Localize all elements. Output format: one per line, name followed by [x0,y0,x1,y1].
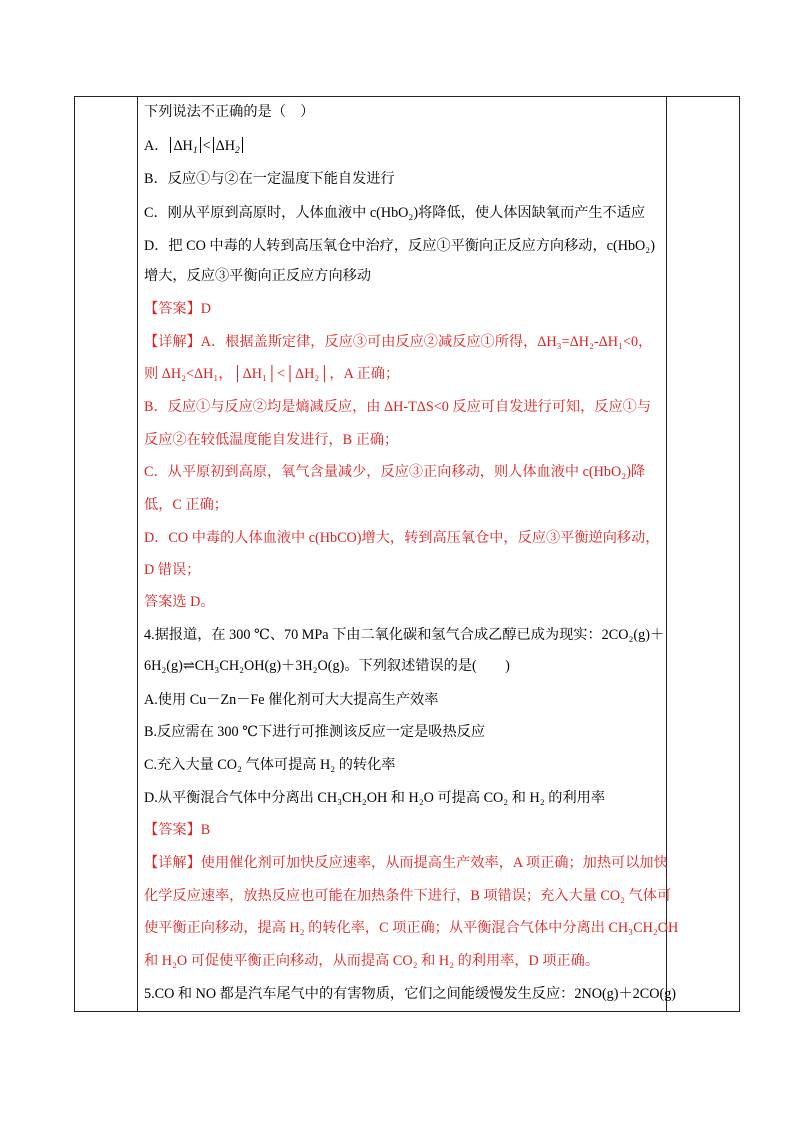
q3-detail-line1: 【详解】A．根据盖斯定律，反应③可由反应②减反应①所得，ΔH₃=ΔH₂-ΔH₁<0， [144,334,653,350]
q3-option-b: B．反应①与②在一定温度下能自发进行 [144,171,395,187]
abs-bar [170,137,171,153]
q4-option-b: B.反应需在 300 ℃下进行可推测该反应一定是吸热反应 [144,724,486,740]
q4-stem-line2: 6H₂(g)⇌CH₃CH₂OH(g)＋3H₂O(g)。下列叙述错误的是( ) [144,658,510,674]
q3-option-d-line1: D．把 CO 中毒的人转到高压氧仓中治疗，反应①平衡向正反应方向移动，c(HbO₂) [144,238,655,254]
q3-detail-line2: 则 ΔH₂<ΔH₁，│ΔH₁│<│ΔH₂│，A 正确； [144,366,400,382]
q4-option-a: A.使用 Cu－Zn－Fe 催化剂可大大提高生产效率 [144,692,439,708]
q3-detail-line5: C．从平原初到高原，氧气含量减少，反应③正向移动，则人体血液中 c(HbO₂)降 [144,464,646,480]
q4-answer: 【答案】B [144,822,211,838]
q4-detail-line1: 【详解】使用催化剂可加快反应速率，从而提高生产效率，A 项正确；加热可以加快 [144,855,668,871]
q3-detail-line6: 低，C 正确； [144,497,228,513]
q3-option-a: A． $\Delta H_1 < \Delta H_2$ [144,136,245,156]
q4-option-c: C.充入大量 CO₂ 气体可提高 H₂ 的转化率 [144,757,396,773]
q4-detail-line2: 化学反应速率，放热反应也可能在加热条件下进行，B 项错误；充入大量 CO₂ 气体可 [144,888,672,904]
q4-stem-line1: 4.据报道，在 300 ℃、70 MPa 下由二氧化碳和氢气合成乙醇已成为现实：2CO₂(g)＋ [144,627,665,643]
abs-bar [200,137,201,153]
q3-detail-line3: B．反应①与反应②均是熵减反应，由 ΔH-TΔS<0 反应可自发进行可知，反应①与 [144,399,652,415]
left-column-divider [137,97,138,1011]
q3-detail-line9: 答案选 D。 [144,594,215,610]
q3-detail-line8: D 错误； [144,562,201,578]
q3-detail-line4: 反应②在较低温度能自发进行，B 正确； [144,432,399,448]
q3-stem: 下列说法不正确的是（ ） [144,104,315,120]
q5-stem-line1: 5.CO 和 NO 都是汽车尾气中的有害物质，它们之间能缓慢发生反应：2NO(g)＋2CO(g) [144,986,677,1002]
q3-answer: 【答案】D [144,301,211,317]
abs-bar [242,137,243,153]
q3-detail-line7: D．CO 中毒的人体血液中 c(HbCO)增大，转到高压氧仓中，反应③平衡逆向移动， [144,530,660,546]
table-frame [74,96,740,1012]
q4-option-d: D.从平衡混合气体中分离出 CH₃CH₂OH 和 H₂O 可提高 CO₂ 和 H₂ 的利用率 [144,790,606,806]
right-column-divider [666,97,667,1011]
q4-detail-line3: 使平衡正向移动，提高 H₂ 的转化率，C 项正确；从平衡混合气体中分离出 CH₃CH₂OH [144,920,679,936]
q3-option-c: C．刚从平原到高原时，人体血液中 c(HbO₂)将降低，使人体因缺氧而产生不适应 [144,205,646,221]
abs-bar [213,137,214,153]
q4-detail-line4: 和 H₂O 可促使平衡正向移动，从而提高 CO₂ 和 H₂ 的利用率，D 项正确。 [144,953,600,969]
q3-option-d-line2: 增大，反应③平衡向正反应方向移动 [144,268,372,284]
